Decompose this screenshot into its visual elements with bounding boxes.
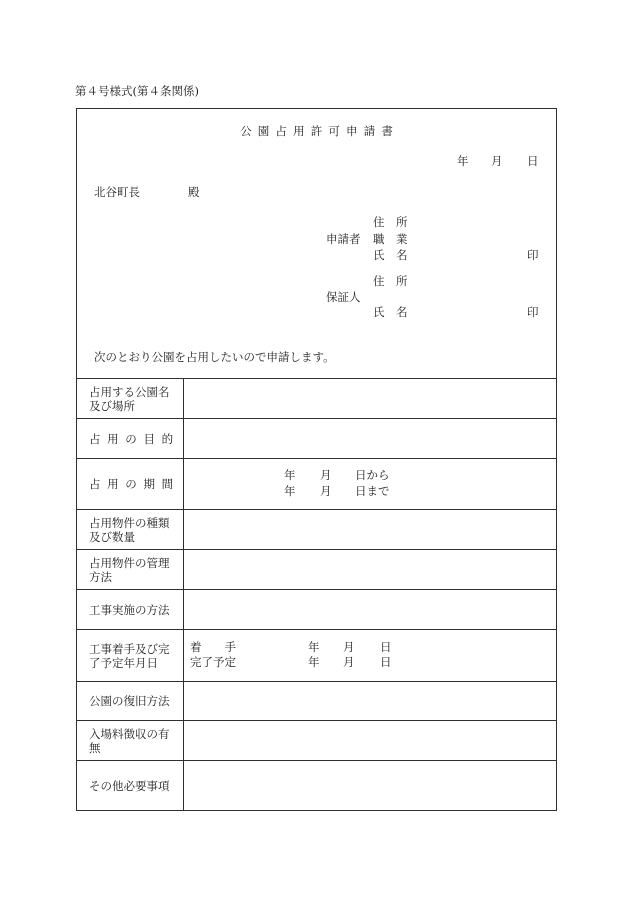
row-label: [76, 550, 184, 589]
period-from-month: 月: [320, 468, 332, 482]
guarantor-name-label: 氏 名: [373, 305, 408, 319]
period-from-day: 日から: [355, 468, 390, 482]
label-line: 占用する公園名: [89, 384, 170, 399]
applicant-label: 申請者: [326, 232, 361, 246]
row-object-management: [76, 549, 557, 589]
row-label: [76, 459, 184, 509]
value-cell: [184, 761, 557, 810]
schedule-start-day: 日: [380, 640, 392, 654]
label-line: 及び数量: [89, 529, 135, 544]
value-cell: [184, 419, 557, 458]
schedule-end-month: 月: [343, 655, 355, 669]
value-cell: [184, 510, 557, 549]
row-construction-schedule: [76, 629, 557, 681]
label-line: 公園の復旧方法: [89, 694, 170, 708]
guarantor-address-label: 住 所: [373, 274, 408, 288]
value-cell: [184, 682, 557, 720]
row-label: [76, 510, 184, 549]
addressee-honorific: 殿: [188, 185, 200, 199]
guarantor-seal-mark: 印: [527, 305, 539, 319]
label-line: 工事実施の方法: [89, 602, 170, 617]
form-number: 第４号様式(第４条関係): [75, 84, 199, 98]
guarantor-label: 保証人: [326, 290, 361, 304]
applicant-name-label: 氏 名: [373, 248, 408, 262]
value-cell: [184, 459, 557, 509]
date-month-label: 月: [491, 154, 503, 168]
row-label: [76, 590, 184, 629]
schedule-start-month: 月: [343, 640, 355, 654]
date-day-label: 日: [527, 154, 539, 168]
row-restoration-method: [76, 681, 557, 720]
period-to-month: 月: [320, 484, 332, 498]
label-line: 占 用 の 期 間: [89, 477, 174, 491]
row-other-matters: [76, 760, 557, 810]
label-line: 入場料徴収の有: [89, 726, 170, 741]
row-construction-method: [76, 589, 557, 629]
schedule-end-year: 年: [308, 655, 320, 669]
label-line: 占 用 の 目 的: [89, 431, 174, 446]
row-label: [76, 682, 184, 720]
label-line: 及び場所: [89, 398, 135, 413]
label-line: 工事着手及び完: [89, 641, 170, 656]
row-park-name-location: [76, 378, 557, 418]
value-cell: [184, 630, 557, 681]
schedule-end-day: 日: [380, 655, 392, 669]
row-admission-fee: [76, 720, 557, 760]
row-occupancy-purpose: [76, 418, 557, 458]
row-object-type-quantity: [76, 509, 557, 549]
applicant-address-label: 住 所: [373, 215, 408, 229]
schedule-start-year: 年: [308, 640, 320, 654]
label-line: 了予定年月日: [89, 655, 158, 670]
period-to-day: 日まで: [355, 484, 390, 498]
row-occupancy-period: [76, 458, 557, 509]
applicant-seal-mark: 印: [527, 248, 539, 262]
label-line: 無: [89, 740, 101, 755]
application-statement: 次のとおり公園を占用したいので申請します。: [94, 350, 335, 364]
date-year-label: 年: [457, 154, 469, 168]
value-cell: [184, 721, 557, 760]
value-cell: [184, 379, 557, 418]
addressee-name: 北谷町長: [94, 185, 140, 199]
schedule-end-label: 完了予定: [190, 655, 236, 669]
row-label: [76, 630, 184, 681]
form-title: 公 園 占 用 許 可 申 請 書: [240, 124, 393, 138]
row-label: [76, 379, 184, 418]
value-cell: [184, 590, 557, 629]
row-label: [76, 721, 184, 760]
row-label: [76, 761, 184, 810]
row-label: [76, 419, 184, 458]
label-line: その他必要事項: [89, 778, 170, 793]
applicant-occupation-label: 職 業: [373, 232, 408, 246]
schedule-start-label: 着 手: [190, 640, 236, 654]
period-to-year: 年: [284, 484, 296, 498]
label-line: 方法: [89, 569, 112, 584]
label-line: 占用物件の管理: [89, 555, 170, 570]
value-cell: [184, 550, 557, 589]
period-from-year: 年: [284, 468, 296, 482]
label-line: 占用物件の種類: [89, 515, 170, 530]
